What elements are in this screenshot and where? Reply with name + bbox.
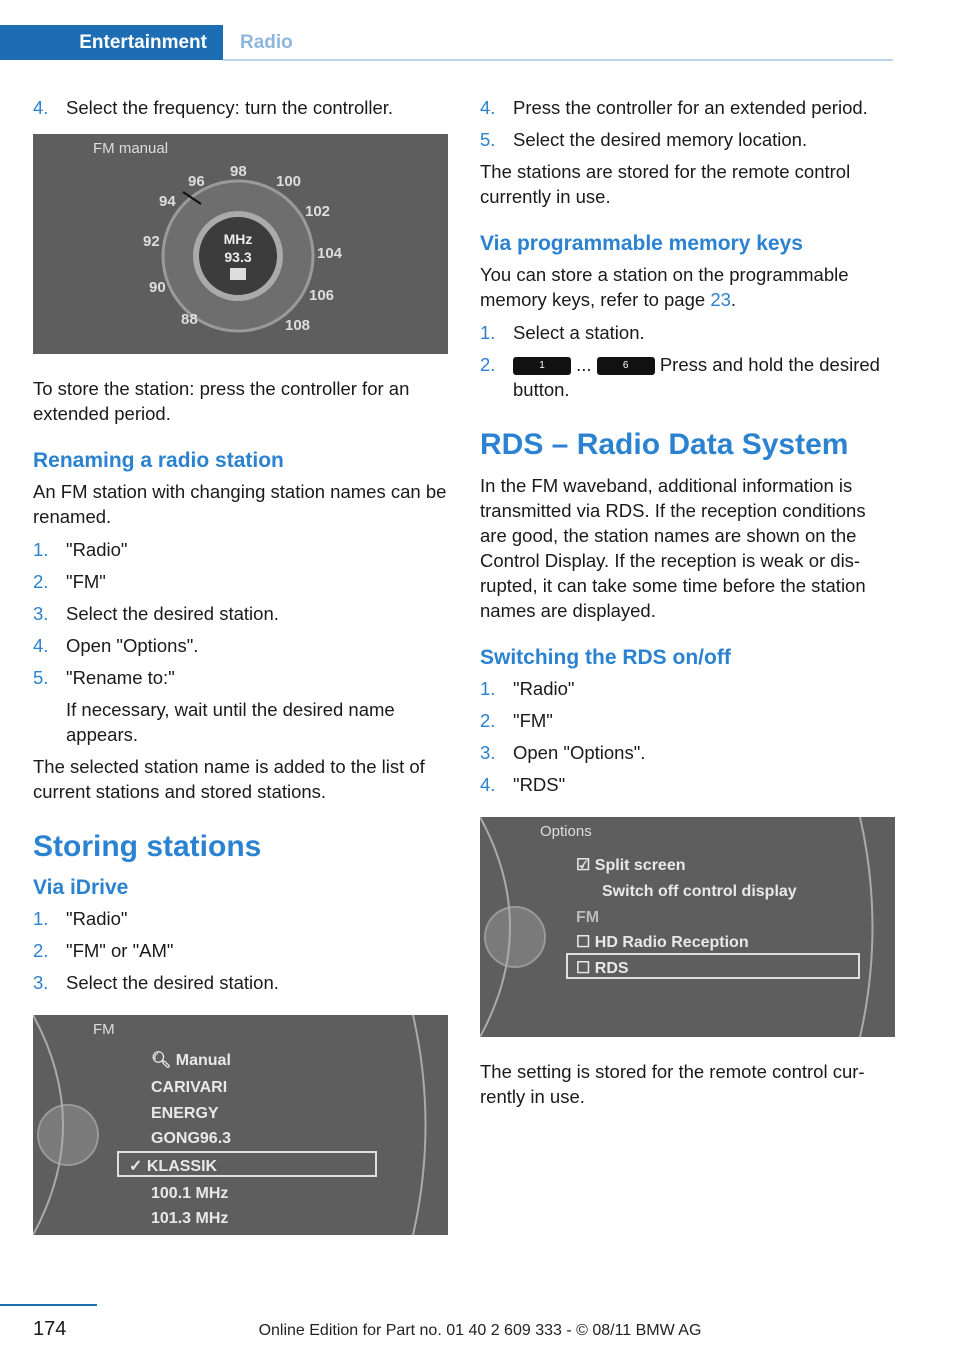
list-item <box>33 665 448 690</box>
checkbox-icon: ☐ <box>576 960 591 977</box>
step-number: 5. <box>480 129 496 150</box>
center-unit: MHz <box>223 231 253 247</box>
list-item <box>480 708 895 733</box>
menu-item-label: Manual <box>175 1052 231 1069</box>
step-number: 3. <box>33 603 49 624</box>
options-screenshot <box>480 817 895 1037</box>
tuning-dial <box>33 134 448 354</box>
step-number: 1. <box>480 322 496 343</box>
step-text: Open "Options". <box>66 635 199 656</box>
fm-manual-title: FM manual <box>93 140 169 157</box>
list-item <box>480 740 895 765</box>
list-item <box>33 633 448 658</box>
fm-manual-screenshot <box>33 134 448 354</box>
memory-key-6: 6 <box>597 357 655 375</box>
storing-heading: Storing stations <box>33 830 262 863</box>
step-text: Select the desired station. <box>66 603 279 624</box>
step-text: Select a station. <box>513 322 645 343</box>
fm-list-title: FM <box>93 1021 115 1038</box>
idrive-heading: Via iDrive <box>33 876 129 899</box>
step-number: 1. <box>33 908 49 929</box>
rds-intro: In the FM waveband, additional information is transmitted via RDS. If the reception conditions are good, the station names are shown on the Control Display. If the reception is weak or dis-rupted, it can take some time before the station names are displayed. <box>480 475 866 621</box>
menu-item-label: KLASSIK <box>146 1158 218 1175</box>
rename-result: The selected station name is added to the list of current stations and stored stations. <box>33 756 425 802</box>
tab-entertainment[interactable]: Entertainment <box>0 25 223 60</box>
list-item <box>480 676 895 701</box>
intro-text: You can store a station on the programmable memory keys, refer to page <box>480 264 849 310</box>
list-item <box>480 95 895 120</box>
controller-graphic <box>33 1015 448 1235</box>
step-text: "Radio" <box>66 908 128 929</box>
left-column <box>33 95 448 1257</box>
stored-note: The stations are stored for the remote control currently in use. <box>480 161 851 207</box>
setting-note: The setting is stored for the remote control cur-rently in use. <box>480 1061 865 1107</box>
store-note: To store the station: press the controller for an extended period. <box>33 378 410 424</box>
step-text: Select the desired station. <box>66 972 279 993</box>
step-text: Select the desired memory location. <box>513 129 808 150</box>
step-number: 4. <box>480 97 496 118</box>
step-number: 4. <box>33 97 49 118</box>
step-number: 3. <box>480 742 496 763</box>
list-item <box>33 569 448 594</box>
menu-item-rds[interactable] <box>576 956 629 981</box>
footer-rule <box>0 1304 97 1306</box>
list-item <box>33 537 448 562</box>
menu-item-label: HD Radio Reception <box>594 934 749 951</box>
tick-92: 92 <box>143 233 160 250</box>
step-number: 3. <box>33 972 49 993</box>
menu-item-station[interactable]: 101.3 MHz <box>151 1210 229 1227</box>
step-number: 2. <box>33 940 49 961</box>
rename-heading: Renaming a radio station <box>33 449 284 472</box>
step-text: "FM" or "AM" <box>66 940 174 961</box>
rename-wait-note: If necessary, wait until the desired name appears. <box>66 699 395 745</box>
step-text: "FM" <box>66 571 106 592</box>
step-number: 2. <box>480 710 496 731</box>
checkbox-checked-icon: ☑ <box>576 857 591 874</box>
step-text <box>513 352 895 402</box>
menu-item-label: Split screen <box>594 857 686 874</box>
menu-item-station[interactable]: ENERGY <box>151 1105 219 1122</box>
step-number: 2. <box>480 354 496 375</box>
tick-104: 104 <box>317 245 343 262</box>
menu-item-station[interactable]: GONG96.3 <box>151 1130 232 1147</box>
step-text: Press the controller for an extended period. <box>513 97 868 118</box>
memory-key-1: 1 <box>513 357 571 375</box>
list-item <box>33 938 448 963</box>
step-number: 2. <box>33 571 49 592</box>
step-text: "RDS" <box>513 774 566 795</box>
menu-item-split-screen[interactable] <box>576 853 686 878</box>
fm-list-screenshot <box>33 1015 448 1235</box>
tick-98: 98 <box>230 163 247 180</box>
center-frequency: 93.3 <box>224 249 252 265</box>
list-item <box>480 320 895 345</box>
step-number: 1. <box>480 678 496 699</box>
menu-item-manual[interactable] <box>151 1048 231 1073</box>
controller-graphic <box>480 817 895 1037</box>
options-title: Options <box>540 823 592 840</box>
step-text: Open "Options". <box>513 742 646 763</box>
edition-footer: Online Edition for Part no. 01 40 2 609 333 - © 08/11 BMW AG <box>258 1322 702 1339</box>
step-text: Select the frequency: turn the controller. <box>66 97 394 118</box>
tick-108: 108 <box>285 317 311 334</box>
tab-radio[interactable]: Radio <box>240 32 293 53</box>
tick-94: 94 <box>159 193 176 210</box>
tick-90: 90 <box>149 279 166 296</box>
page-number: 174 <box>33 1318 67 1340</box>
step-text-body: Press and hold the desired button. <box>513 354 880 400</box>
list-item <box>33 970 448 995</box>
ellipsis: ... <box>576 354 592 375</box>
menu-group-fm: FM <box>576 909 600 926</box>
menu-item-station[interactable]: 100.1 MHz <box>151 1185 229 1202</box>
menu-item-station[interactable]: CARIVARI <box>151 1079 228 1096</box>
header-tabs <box>0 0 893 60</box>
list-item <box>480 772 895 797</box>
search-icon: 🔍︎ <box>151 1052 172 1069</box>
step-select-frequency <box>33 95 448 120</box>
rds-heading: RDS – Radio Data System <box>480 428 849 461</box>
step-number: 4. <box>33 635 49 656</box>
step-text: "Radio" <box>513 678 575 699</box>
list-item <box>33 601 448 626</box>
menu-item-switch-off-display[interactable]: Switch off control display <box>602 883 797 900</box>
step-number: 1. <box>33 539 49 560</box>
list-item <box>480 127 895 152</box>
step-text: "Radio" <box>66 539 128 560</box>
menu-item-station-selected[interactable] <box>129 1154 217 1179</box>
page-link[interactable]: 23 <box>710 289 731 310</box>
checkmark-icon: ✓ <box>129 1158 143 1175</box>
store-icon <box>230 268 246 280</box>
list-item <box>480 352 895 402</box>
step-number: 5. <box>33 667 49 688</box>
step-text: "FM" <box>513 710 553 731</box>
programmable-keys-intro: You can store a station on the programmable memory keys, refer to page 23. <box>480 264 849 310</box>
checkbox-icon: ☐ <box>576 934 591 951</box>
list-item <box>33 906 448 931</box>
tick-106: 106 <box>309 287 335 304</box>
switch-rds-heading: Switching the RDS on/off <box>480 646 731 669</box>
step-number: 4. <box>480 774 496 795</box>
tick-96: 96 <box>188 173 205 190</box>
tick-88: 88 <box>181 311 198 328</box>
header-rule <box>223 59 893 61</box>
right-column <box>480 95 895 1117</box>
tick-100: 100 <box>276 173 302 190</box>
step-text: "Rename to:" <box>66 667 175 688</box>
programmable-keys-heading: Via programmable memory keys <box>480 232 803 255</box>
rename-intro: An FM station with changing station names can be renamed. <box>33 481 447 527</box>
menu-item-hd-radio[interactable] <box>576 930 749 955</box>
menu-item-label: RDS <box>594 960 629 977</box>
tick-102: 102 <box>305 203 331 220</box>
